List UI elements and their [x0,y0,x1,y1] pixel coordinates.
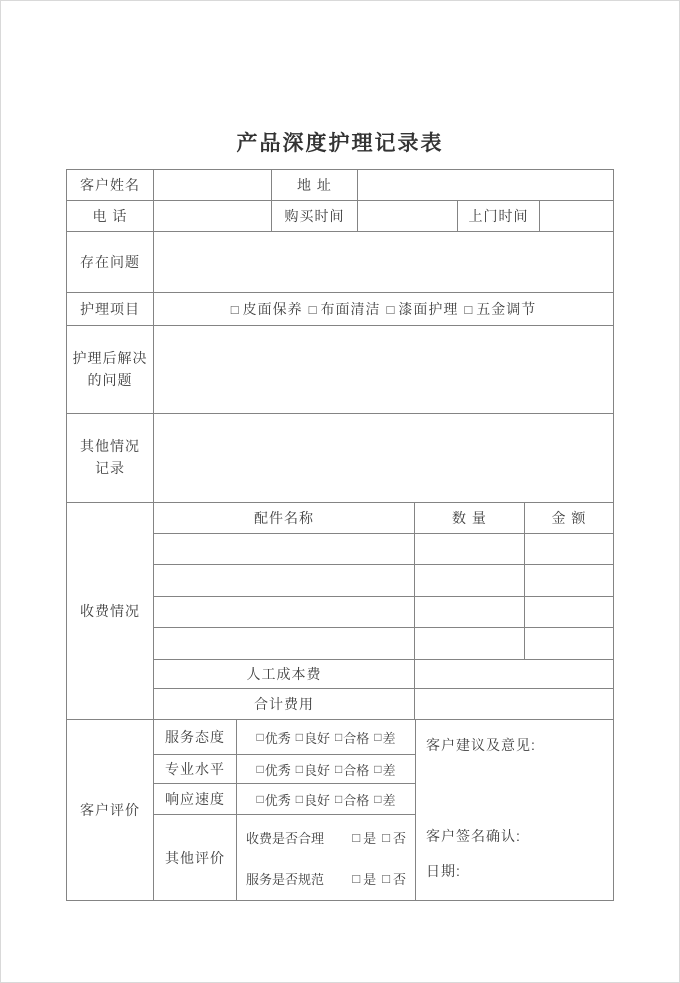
rating-label: 差 [382,762,396,778]
amount-input[interactable] [525,628,613,659]
checkbox-icon[interactable]: □ [256,762,264,776]
part-name-input[interactable] [154,628,415,659]
charge-section-label: 收费情况 [67,503,154,719]
care-option-leather[interactable] [231,299,303,319]
visit-time-label: 上门时间 [458,201,540,231]
charge-item-row [154,565,613,597]
rating-option-poor[interactable] [374,728,395,747]
care-option-label: 五金调节 [476,301,537,317]
quantity-input[interactable] [415,597,525,627]
response-speed-options [237,784,415,814]
checkbox-icon[interactable]: □ [382,870,390,886]
checkbox-icon[interactable]: □ [335,730,343,744]
address-input[interactable] [358,170,613,200]
rating-label: 优秀 [264,762,291,778]
address-label: 地 址 [272,170,358,200]
date-label: 日期: [426,863,461,879]
customer-name-label: 客户姓名 [67,170,154,200]
response-speed-label: 响应速度 [154,784,237,814]
checkbox-icon[interactable]: □ [335,762,343,776]
rating-label: 差 [382,730,396,746]
no-option[interactable] [382,828,406,847]
care-option-paint[interactable] [387,299,459,319]
rating-options-line [256,728,395,747]
service-standard-question [246,869,406,888]
checkbox-icon[interactable]: □ [464,301,474,317]
solved-problems-input[interactable] [154,326,613,413]
checkbox-icon[interactable]: □ [386,301,396,317]
rating-options-line [256,790,395,809]
amount-input[interactable] [525,534,613,564]
checkbox-icon[interactable]: □ [382,829,390,845]
evaluation-inner-table [154,720,613,900]
customer-name-input[interactable] [154,170,272,200]
signature-label: 客户签名确认: [426,828,521,844]
care-option-label: 漆面护理 [398,301,459,317]
checkbox-icon[interactable]: □ [374,762,382,776]
rating-label: 良好 [303,730,330,746]
checkbox-icon[interactable]: □ [256,792,264,806]
care-items-label: 护理项目 [67,293,154,325]
phone-input[interactable] [154,201,272,231]
no-label: 否 [392,871,406,887]
yes-option[interactable] [352,828,376,847]
checkbox-icon[interactable]: □ [352,829,361,845]
care-record-table [66,169,614,901]
rating-option-poor[interactable] [374,790,395,809]
evaluation-section-label: 客户评价 [67,720,154,900]
rating-option-excellent[interactable] [256,728,290,747]
page-title: 产品深度护理记录表 [236,132,444,155]
rating-option-excellent[interactable] [256,760,290,779]
rating-row [154,720,415,755]
part-name-input[interactable] [154,565,415,596]
amount-input[interactable] [525,597,613,627]
no-label: 否 [392,830,406,846]
checkbox-icon[interactable]: □ [352,870,361,886]
care-option-label: 皮面保养 [242,301,303,317]
care-option-fabric[interactable] [309,299,381,319]
other-evaluation-row [154,815,415,900]
charge-item-row [154,628,613,660]
care-option-label: 布面清洁 [320,301,381,317]
yes-no-options [352,828,406,847]
rating-option-pass[interactable] [335,760,369,779]
checkbox-icon[interactable]: □ [295,762,303,776]
amount-input[interactable] [525,565,613,596]
checkbox-icon[interactable]: □ [295,792,303,806]
rating-option-poor[interactable] [374,760,395,779]
yes-label: 是 [363,871,377,887]
table-row [67,170,613,201]
rating-row [154,784,415,815]
charge-header-row [154,503,613,534]
checkbox-icon[interactable]: □ [335,792,343,806]
charge-reasonable-question [246,828,406,847]
yes-option[interactable] [352,869,376,888]
rating-option-excellent[interactable] [256,790,290,809]
problems-label: 存在问题 [67,232,154,292]
amount-header: 金 额 [551,510,587,526]
solved-problems-label [67,326,154,413]
rating-row [154,755,415,784]
table-row [67,232,613,293]
customer-remarks-cell[interactable] [416,720,613,900]
purchase-time-label: 购买时间 [272,201,358,231]
checkbox-icon[interactable]: □ [230,301,240,317]
rating-option-good[interactable] [296,760,330,779]
care-option-hardware[interactable] [464,299,536,319]
care-options-line [231,299,536,319]
rating-label: 合格 [343,730,370,746]
part-name-input[interactable] [154,534,415,564]
charge-item-row [154,534,613,565]
service-attitude-label: 服务态度 [154,720,237,754]
other-evaluation-label: 其他评价 [154,815,237,900]
phone-label: 电 话 [67,201,154,231]
part-name-input[interactable] [154,597,415,627]
part-name-header: 配件名称 [154,503,415,533]
labor-cost-row [154,660,613,689]
checkbox-icon[interactable]: □ [374,792,382,806]
rating-label: 良好 [303,792,330,808]
service-attitude-options [237,720,415,754]
labor-cost-input[interactable] [415,660,613,688]
checkbox-icon[interactable]: □ [374,730,382,744]
evaluation-section [67,720,613,900]
quantity-header: 数 量 [415,503,525,533]
yes-no-options [352,869,406,888]
rating-label: 差 [382,792,396,808]
other-notes-label-line2: 记录 [95,460,125,476]
checkbox-icon[interactable]: □ [308,301,318,317]
purchase-time-input[interactable] [358,201,458,231]
problems-input[interactable] [154,232,613,292]
question-text: 服务是否规范 [246,871,325,887]
total-cost-row [154,689,613,719]
charge-inner-table [154,503,613,719]
no-option[interactable] [382,869,406,888]
other-notes-input[interactable] [154,414,613,502]
professional-level-label: 专业水平 [154,755,237,783]
quantity-input[interactable] [415,565,525,596]
rating-options-line [256,760,395,779]
professional-level-options [237,755,415,783]
other-notes-label [67,414,154,502]
rating-label: 优秀 [264,792,291,808]
checkbox-icon[interactable]: □ [295,730,303,744]
question-text: 收费是否合理 [246,830,325,846]
charge-item-row [154,597,613,628]
quantity-input[interactable] [415,534,525,564]
visit-time-input[interactable] [540,201,613,231]
total-cost-input[interactable] [415,689,613,719]
quantity-input[interactable] [415,628,525,659]
table-row [67,414,613,503]
table-row [67,326,613,414]
rating-option-good[interactable] [296,790,330,809]
care-items-options [154,293,613,325]
rating-option-pass[interactable] [335,728,369,747]
rating-label: 合格 [343,792,370,808]
total-cost-label: 合计费用 [154,689,415,719]
other-evaluation-questions [237,815,415,900]
charge-section [67,503,613,720]
rating-option-pass[interactable] [335,790,369,809]
solved-problems-label-line1: 护理后解决 [72,349,148,366]
yes-label: 是 [363,830,377,846]
rating-label: 优秀 [264,730,291,746]
rating-label: 合格 [343,762,370,778]
table-row [67,201,613,232]
suggestions-label: 客户建议及意见: [426,737,536,753]
rating-label: 良好 [303,762,330,778]
checkbox-icon[interactable]: □ [256,730,264,744]
rating-option-good[interactable] [296,728,330,747]
labor-cost-label: 人工成本费 [154,660,415,688]
table-row [67,293,613,326]
solved-problems-label-line2: 的问题 [87,371,133,388]
other-notes-label-line1: 其他情况 [80,438,140,455]
